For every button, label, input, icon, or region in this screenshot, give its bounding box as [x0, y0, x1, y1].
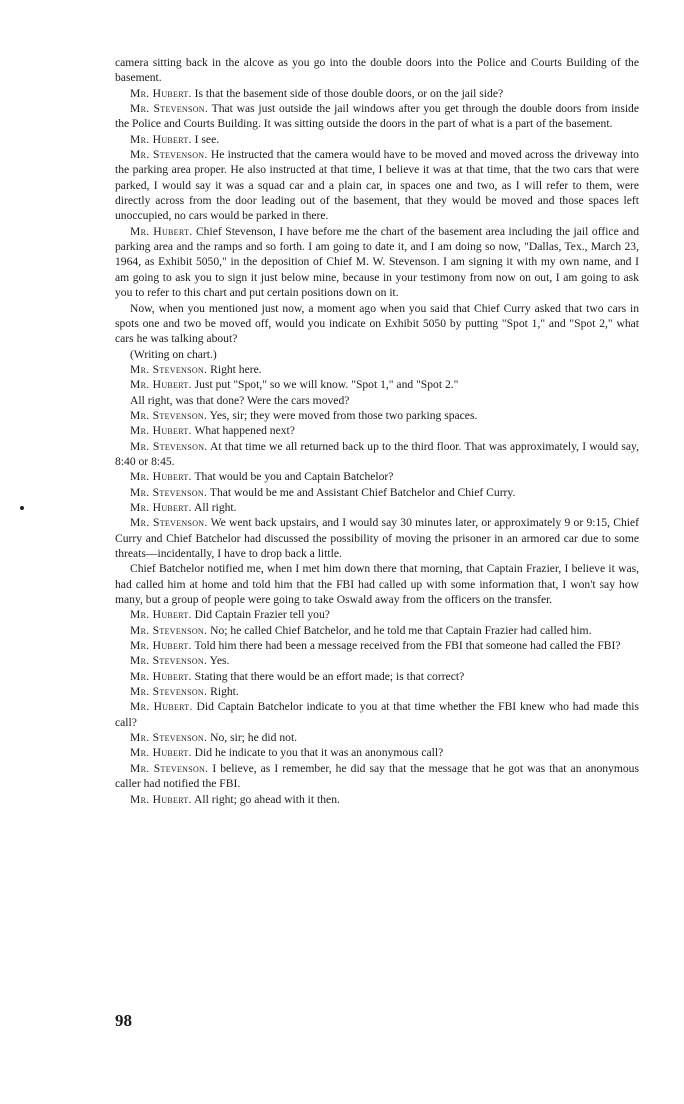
speaker-label: Mr. Stevenson.: [130, 439, 208, 453]
speaker-label: Mr. Hubert.: [130, 500, 192, 514]
transcript-paragraph: [115, 132, 639, 147]
speaker-label: Mr. Stevenson.: [130, 408, 208, 422]
paragraph-text: That would be you and Captain Batchelor?: [191, 470, 394, 484]
paragraph-text: Did Captain Batchelor indicate to you at that time whether the FBI knew who had made this call?: [115, 700, 639, 729]
transcript-paragraph: [115, 393, 639, 408]
speaker-label: Mr. Hubert.: [130, 132, 192, 146]
speaker-label: Mr. Hubert.: [130, 700, 193, 714]
paragraph-text: That was just outside the jail windows after you get through the double doors from inside the Police and Courts Building. It was sitting outside the doors in the part of what is a part of the basement.: [115, 102, 639, 131]
paragraph-text: Did Captain Frazier tell you?: [191, 608, 330, 622]
transcript-paragraph: [115, 623, 639, 638]
paragraph-text: I see.: [191, 132, 220, 146]
paragraph-text: Yes, sir; they were moved from those two parking spaces.: [207, 408, 478, 422]
paragraph-text: What happened next?: [191, 424, 295, 438]
transcript-paragraph: [115, 377, 639, 392]
transcript-paragraph: [115, 55, 639, 86]
page-number: 98: [115, 1011, 132, 1030]
paragraph-text: Yes.: [207, 654, 230, 668]
speaker-label: Mr. Stevenson.: [130, 731, 208, 745]
paragraph-text: All right, was that done? Were the cars moved?: [130, 393, 350, 407]
paragraph-text: Right here.: [207, 362, 262, 376]
speaker-label: Mr. Hubert.: [130, 224, 193, 238]
paragraph-text: Chief Batchelor notified me, when I met him down there that morning, that Captain Frazier, I believe it was, had called him at home and told him that the FBI had called up with some information that, I won't say how many, but a group of people were going to take Oswald away from the officers on the transfer.: [115, 562, 639, 607]
margin-mark: [20, 506, 24, 510]
transcript-paragraph: [115, 638, 639, 653]
paragraph-text: Told him there had been a message received from the FBI that someone had called the FBI?: [191, 639, 621, 653]
speaker-label: Mr. Stevenson.: [130, 516, 208, 530]
transcript-paragraph: [115, 669, 639, 684]
paragraph-text: Is that the basement side of those double doors, or on the jail side?: [191, 86, 504, 100]
transcript-body: [115, 55, 639, 807]
transcript-paragraph: [115, 439, 639, 470]
transcript-paragraph: [115, 607, 639, 622]
transcript-paragraph: [115, 485, 639, 500]
transcript-paragraph: [115, 792, 639, 807]
transcript-paragraph: [115, 515, 639, 561]
paragraph-text: I believe, as I remember, he did say that the message that he got was that an anonymous caller had notified the FBI.: [115, 761, 639, 791]
transcript-paragraph: [115, 745, 639, 760]
speaker-label: Mr. Stevenson.: [130, 685, 208, 699]
speaker-label: Mr. Hubert.: [130, 470, 192, 484]
speaker-label: Mr. Stevenson.: [130, 102, 209, 116]
transcript-paragraph: [115, 699, 639, 730]
paragraph-text: No; he called Chief Batchelor, and he told me that Captain Frazier had called him.: [207, 623, 592, 637]
transcript-paragraph: [115, 86, 639, 101]
paragraph-text: He instructed that the camera would have to be moved and moved across the driveway into the parking area proper. He also instructed at that time, I believe it was at that time, that the two cars that were parked, I would say it was a squad car and a plain car, in spaces one and two, as I will refer to them, were directly across from the door leading out of the basement, that they would be moved and those spaces left unoccupied, no cars would be parked in there.: [115, 148, 639, 223]
transcript-paragraph: [115, 469, 639, 484]
speaker-label: Mr. Stevenson.: [130, 362, 208, 376]
transcript-paragraph: [115, 761, 639, 792]
speaker-label: Mr. Stevenson.: [130, 623, 208, 637]
paragraph-text: Did he indicate to you that it was an anonymous call?: [191, 746, 444, 760]
speaker-label: Mr. Stevenson.: [130, 485, 208, 499]
transcript-paragraph: [115, 653, 639, 668]
paragraph-text: Just put "Spot," so we will know. "Spot 1," and "Spot 2.": [191, 378, 459, 392]
transcript-paragraph: [115, 347, 639, 362]
paragraph-text: No, sir; he did not.: [207, 731, 298, 745]
paragraph-text: camera sitting back in the alcove as you go into the double doors into the Police and Courts Building of the basement.: [115, 56, 639, 85]
paragraph-text: Chief Stevenson, I have before me the chart of the basement area including the jail office and parking area and the ramps and so forth. I am going to date it, and I am doing so now, "Dallas, Tex., March 23, 1964, as Exhibit 5050," in the deposition of Chief M. W. Stevenson. I am signing it with my own name, and I am going to ask you to sign it just below mine, because in your testimony from now on out, I am going to ask you to refer to this chart and put certain positions down on it.: [115, 224, 639, 300]
paragraph-text: (Writing on chart.): [130, 347, 217, 361]
speaker-label: Mr. Hubert.: [130, 639, 192, 653]
speaker-label: Mr. Hubert.: [130, 86, 192, 100]
transcript-paragraph: [115, 101, 639, 132]
speaker-label: Mr. Hubert.: [130, 424, 192, 438]
speaker-label: Mr. Hubert.: [130, 746, 192, 760]
speaker-label: Mr. Hubert.: [130, 669, 192, 683]
paragraph-text: We went back upstairs, and I would say 30 minutes later, or approximately 9 or 9:15, Chief Curry and Chief Batchelor had discussed the possibility of moving the prisoner in an armored car due to some threats—incidentally, I have to drop back a little.: [115, 516, 640, 560]
transcript-paragraph: [115, 301, 639, 347]
paragraph-text: Stating that there would be an effort made; is that correct?: [191, 669, 465, 683]
speaker-label: Mr. Hubert.: [130, 792, 192, 806]
transcript-paragraph: [115, 224, 639, 301]
paragraph-text: All right; go ahead with it then.: [191, 792, 340, 806]
paragraph-text: Now, when you mentioned just now, a moment ago when you said that Chief Curry asked that two cars in spots one and two be moved off, would you indicate on Exhibit 5050 by putting "Spot 1," and "Spot 2," what cars he was talking about?: [115, 301, 639, 346]
paragraph-text: At that time we all returned back up to the third floor. That was approximately, I would say, 8:40 or 8:45.: [115, 439, 639, 468]
transcript-paragraph: [115, 408, 639, 423]
paragraph-text: All right.: [191, 500, 237, 514]
speaker-label: Mr. Hubert.: [130, 608, 192, 622]
speaker-label: Mr. Stevenson.: [130, 761, 209, 775]
transcript-paragraph: [115, 147, 639, 224]
transcript-paragraph: [115, 561, 639, 607]
paragraph-text: That would be me and Assistant Chief Batchelor and Chief Curry.: [207, 485, 516, 499]
transcript-paragraph: [115, 362, 639, 377]
speaker-label: Mr. Hubert.: [130, 378, 192, 392]
transcript-paragraph: [115, 684, 639, 699]
speaker-label: Mr. Stevenson.: [130, 148, 208, 162]
speaker-label: Mr. Stevenson.: [130, 654, 208, 668]
transcript-paragraph: [115, 730, 639, 745]
transcript-paragraph: [115, 500, 639, 515]
paragraph-text: Right.: [207, 685, 239, 699]
transcript-paragraph: [115, 423, 639, 438]
